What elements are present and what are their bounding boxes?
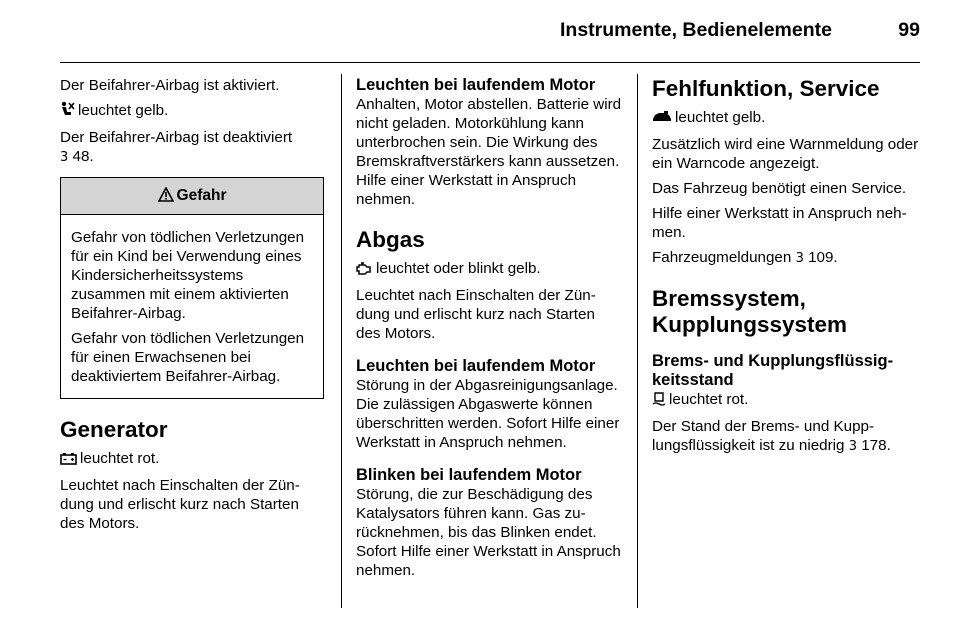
- paragraph: [60, 449, 324, 470]
- paragraph: [652, 108, 922, 129]
- page-reference[interactable]: 48.: [72, 148, 94, 165]
- subsection-heading: Leuchten bei laufendem Motor: [356, 357, 596, 375]
- page-header: [60, 0, 920, 63]
- column-middle: [356, 76, 622, 586]
- column-divider: [637, 74, 638, 608]
- warning-text: Gefahr von tödlichen Verletzungen für einen Erwachsenen bei deaktiviertem Beifahrer-Airbag.: [71, 330, 305, 385]
- warning-box: [60, 177, 324, 399]
- page-reference[interactable]: 178.: [861, 437, 891, 454]
- column-divider: [341, 74, 342, 608]
- page-number: 99: [898, 19, 920, 41]
- paragraph: Der Beifahrer-Airbag ist aktiviert.: [60, 77, 280, 94]
- paragraph: [60, 128, 324, 167]
- service-car-icon: [652, 110, 672, 129]
- page-title: Instrumente, Bedienelemente: [560, 19, 832, 41]
- section-heading: Generator: [60, 417, 168, 442]
- reference-arrow-icon: 3: [848, 439, 857, 454]
- section-heading: Bremssystem, Kupplungssystem: [652, 286, 848, 337]
- paragraph: [356, 259, 622, 280]
- column-left: [60, 76, 324, 539]
- warning-text: Gefahr von tödlichen Verletzungen für ein Kind bei Verwendung eines Kindersicherheitssystems zusammen mit einem aktivierten Beifahrer-Airbag.: [71, 229, 305, 322]
- subsection-heading: Brems- und Kupplungsflüssigkeitsstand: [652, 352, 894, 389]
- paragraph-text: Fahrzeugmeldungen: [652, 249, 792, 266]
- paragraph: Leuchtet nach Einschalten der Zündung und erlischt kurz nach Starten des Motors.: [60, 477, 300, 532]
- paragraph: Anhalten, Motor abstellen. Batterie wird nicht geladen. Motorkühlung kann unterbrochen sein. Die Wirkung des Bremskraftverstärkers kann aussetzen. Hilfe einer Werkstatt in Anspruch nehmen.: [356, 96, 622, 208]
- paragraph-text: leuchtet gelb.: [78, 102, 169, 119]
- paragraph: [652, 390, 922, 411]
- paragraph: [652, 248, 922, 268]
- warning-title: Gefahr: [176, 187, 227, 204]
- paragraph: Störung in der Abgasreinigungsanlage. Die zulässigen Abgaswerte können überschritten werden. Sofort Hilfe einer Werkstatt in Anspruch nehmen.: [356, 377, 620, 451]
- paragraph: [60, 101, 324, 122]
- warning-header: [61, 178, 323, 215]
- battery-icon: [60, 451, 77, 470]
- warning-body: [61, 215, 323, 398]
- reference-arrow-icon: 3: [60, 150, 69, 165]
- paragraph-text: leuchtet oder blinkt gelb.: [376, 260, 541, 277]
- paragraph-text: Der Stand der Brems- und Kupplungsflüssigkeit ist zu niedrig: [652, 418, 875, 454]
- paragraph-text: leuchtet gelb.: [675, 109, 766, 126]
- paragraph: Störung, die zur Beschädigung des Katalysators führen kann. Gas zurücknehmen, bis das Blinken endet. Sofort Hilfe einer Werkstatt in Anspruch nehmen.: [356, 486, 621, 579]
- column-right: [652, 76, 922, 462]
- engine-check-icon: [356, 261, 373, 280]
- section-heading: Fehlfunktion, Service: [652, 76, 880, 101]
- page-reference[interactable]: 109.: [808, 249, 838, 266]
- paragraph: [652, 417, 922, 456]
- warning-triangle-icon: [158, 180, 174, 216]
- paragraph-text: leuchtet rot.: [80, 450, 160, 467]
- brake-fluid-icon: [652, 392, 666, 411]
- section-heading: Abgas: [356, 227, 425, 252]
- reference-arrow-icon: 3: [795, 251, 804, 266]
- airbag-off-icon: [60, 101, 75, 122]
- paragraph: Hilfe einer Werkstatt in Anspruch nehmen.: [652, 205, 907, 241]
- paragraph: Das Fahrzeug benötigt einen Service.: [652, 180, 907, 197]
- paragraph-text: Der Beifahrer-Airbag ist deaktiviert: [60, 129, 293, 146]
- paragraph-text: leuchtet rot.: [669, 391, 749, 408]
- subsection-heading: Blinken bei laufendem Motor: [356, 466, 582, 484]
- paragraph: Leuchtet nach Einschalten der Zündung und erlischt kurz nach Starten des Motors.: [356, 287, 596, 342]
- subsection-heading: Leuchten bei laufendem Motor: [356, 76, 596, 94]
- paragraph: Zusätzlich wird eine Warnmeldung oder ein Warncode angezeigt.: [652, 136, 919, 172]
